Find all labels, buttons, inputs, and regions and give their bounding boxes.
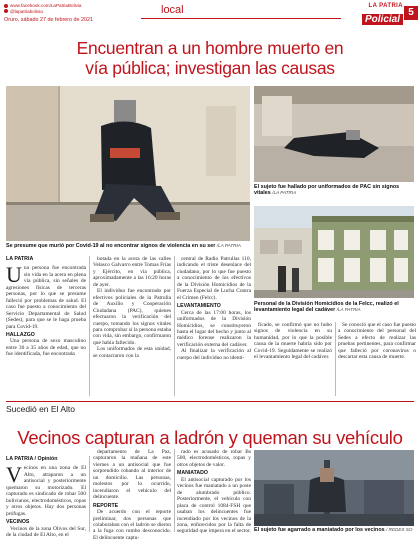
story1-col3 xyxy=(177,256,251,361)
story1-col3-p1: central de Radio Patrullas 110, indicando el triste desenlace del ciudadano, por lo que fue puesto a conocimiento de los efectivos de la División Homicidios de la Fuerza Especial de Lucha Contra el Crimen (Felcc). xyxy=(177,256,251,301)
column-divider xyxy=(335,322,336,396)
story2-col3 xyxy=(177,449,251,535)
story1-col3-p3: Al finalizar la verificación al cuerpo del individuo no identi- xyxy=(177,348,251,361)
story1-col3-p2: Cerca de las 17:00 horas, los uniformados de la División Homicidios, se constituyeron hasta el lugar del hecho y junto al médico forense realizaron la verificación externa del cadáver. xyxy=(177,309,251,348)
story1-col1-p2: Una persona de sexo masculino entre 30 a 35 años de edad, que no fue identificada, fue encontrada xyxy=(6,338,86,358)
story1-col5-p1: Se conoció que el caso fue puesto a conocimiento del personal del Sedes a efecto de realizar las pruebas pertinentes, para confirmar que falleció por coronavirus o descartar esta causa de muerte. xyxy=(338,322,416,361)
story1-headline xyxy=(20,38,400,78)
story1-col2 xyxy=(93,256,171,359)
story2-col1 xyxy=(6,456,86,538)
photo-story2-caption xyxy=(254,527,418,533)
column-divider xyxy=(174,256,175,396)
brand-section-tag: Policial xyxy=(362,14,403,25)
story2-drop-cap: V xyxy=(6,462,22,488)
story1-col2-p3: Los uniformados de esta unidad, se contactaron con la xyxy=(93,346,171,359)
story1-drop-cap: U xyxy=(6,262,22,288)
photo-building-caption xyxy=(254,301,418,314)
twitter-link[interactable]: @lapatriabolivia xyxy=(10,8,43,14)
story2-subhead-vecinos: VECINOS xyxy=(6,519,30,526)
photo-story2 xyxy=(254,450,414,526)
photo-story2-caption-text: El sujeto fue agarrado a maniatado por los vecinos xyxy=(254,527,385,533)
story1-headline-line1: Encuentran a un hombre muerto en xyxy=(76,38,344,58)
story2-kicker: Sucedió en El Alto xyxy=(6,404,75,414)
column-divider xyxy=(89,256,90,396)
photo-story2-credit: / REDES SO xyxy=(386,527,413,532)
section-label: local xyxy=(161,4,184,16)
story2-col2 xyxy=(93,449,171,541)
social-links xyxy=(4,3,82,14)
story2-byline: LA PATRIA / Opinión xyxy=(6,456,58,462)
story2-col2-p2: De acuerdo con el reporte preliminar, dos personas que colaboraban con el ladrón se dieron a la fuga con rumbo desconocido. El delincuente captu- xyxy=(93,509,171,541)
facebook-link[interactable]: www.facebook.com/LaPatriaBolivia xyxy=(10,3,82,8)
column-divider xyxy=(174,449,175,532)
section-bar xyxy=(141,6,341,19)
story2-col2-p1: departamento de La Paz, capturaron la mañana de este viernes a un antisocial que fue sorprendido robando al interior de un domicilio. Las personas, molestos por lo ocurrido, incendiaron el vehículo del delincuente. xyxy=(93,449,171,501)
story2-headline: Vecinos capturan a ladrón y queman su vehículo xyxy=(17,427,403,448)
story2-subhead-reporte: REPORTE xyxy=(93,502,119,509)
story1-byline: LA PATRIA xyxy=(6,256,34,262)
story1-col1-p1: na persona fue encontrada sin vida en la acera en plena vía pública, sin señales de agresiones físicas de terceras personas, por lo que se presume falleció por problemas de salud. El caso fue puesto a conocimiento del Servicio Departamental de Salud (Sedes), para que se le haga prueba para Covid-19. xyxy=(6,265,86,330)
column-divider xyxy=(89,456,90,532)
twitter-icon xyxy=(4,9,8,13)
story1-col4 xyxy=(254,322,332,361)
story2-col3-p1: rado es acusado de robar Bs 500, electrodomésticos, ropas y otros objetos de valor. xyxy=(177,449,251,468)
story2-col1-p2: Vecinos de la zona Olivos del Sur, de la ciudad de El Alto, en el xyxy=(6,525,86,538)
story1-subhead-levantamiento: LEVANTAMIENTO xyxy=(177,303,221,310)
photo-right-caption-text: El sujeto fue hallado por uniformados de PAC sin signos vitales xyxy=(254,184,400,197)
story2-col1-p1: ecinos en una zona de El Alto, atraparon a un antisocial y posteriormente quemaron su motorizado. El capturado es sindicado de robar 500 bolivianos, electrodomésticos, ropas y otros objetos. Hay dos personas prófugas. xyxy=(6,465,86,517)
story-divider xyxy=(6,401,414,402)
photo-right xyxy=(254,86,414,182)
page-number: 5 xyxy=(404,6,418,20)
photo-building xyxy=(254,206,414,298)
story1-headline-line2: vía pública; investigan las causas xyxy=(85,58,335,78)
page-header xyxy=(0,0,420,26)
photo-building-credit: /LA PATRIA xyxy=(336,307,361,313)
brand-logo xyxy=(343,3,403,27)
photo-right-caption xyxy=(254,184,416,197)
photo-main-credit: /LA PATRIA xyxy=(216,243,241,248)
photo-main xyxy=(6,86,250,241)
story1-col4-p1: ficado, se confirmó que no hubo signos de violencia en su humanidad, por lo que la posible causa de la muerte habría sido por Covid-19. Seguidamente se realizó el levantamiento legal del cadáver. xyxy=(254,322,332,361)
story1-col1 xyxy=(6,256,86,358)
brand-name: LA PATRIA xyxy=(368,3,403,9)
story1-col5 xyxy=(338,322,416,361)
story2-subhead-maniatado: MANIATADO xyxy=(177,470,208,477)
story2-col3-p2: El antisocial capturado por los vecinos fue maniatado a un poste de alumbrado público. Posteriormente, el vehículo con placa de control 1084-FSH que usaban los delincuentes fue incendiado por los vecinos de la zona, enfurecidos por la falta de seguridad que impera en el sector. xyxy=(177,476,251,535)
issue-date: Oruro, sábado 27 de febrero de 2021 xyxy=(4,17,94,23)
photo-main-caption xyxy=(6,243,256,249)
story1-col2-p2: El individuo fue encontrado por efectivos policiales de la Patrulla de Auxilio y Cooperación Ciudadana (PAC), quienes efectuaron la verificación del cuerpo, tomando los signos vitales para comprobar si la persona estaba con vida, sin embargo, confirmaron que había fallecido. xyxy=(93,288,171,346)
photo-right-credit: /LA PATRIA xyxy=(272,190,297,196)
facebook-icon xyxy=(4,4,8,8)
story1-subhead-hallazgo: HALLAZGO xyxy=(6,331,35,338)
photo-building-caption-text: Personal de la División Homicidios de la Felcc, realizó el levantamiento legal del cadáver xyxy=(254,301,399,314)
photo-main-caption-text: Se presume que murió por Covid-19 al no encontrar signos de violencia en su ser xyxy=(6,243,216,249)
story1-col2-p1: botada en la acera de las calles Velasco Galvarro entre Tomas Frías y Ejército, en vía pública, aproximadamente a las 16:20 horas de ayer. xyxy=(93,256,171,288)
